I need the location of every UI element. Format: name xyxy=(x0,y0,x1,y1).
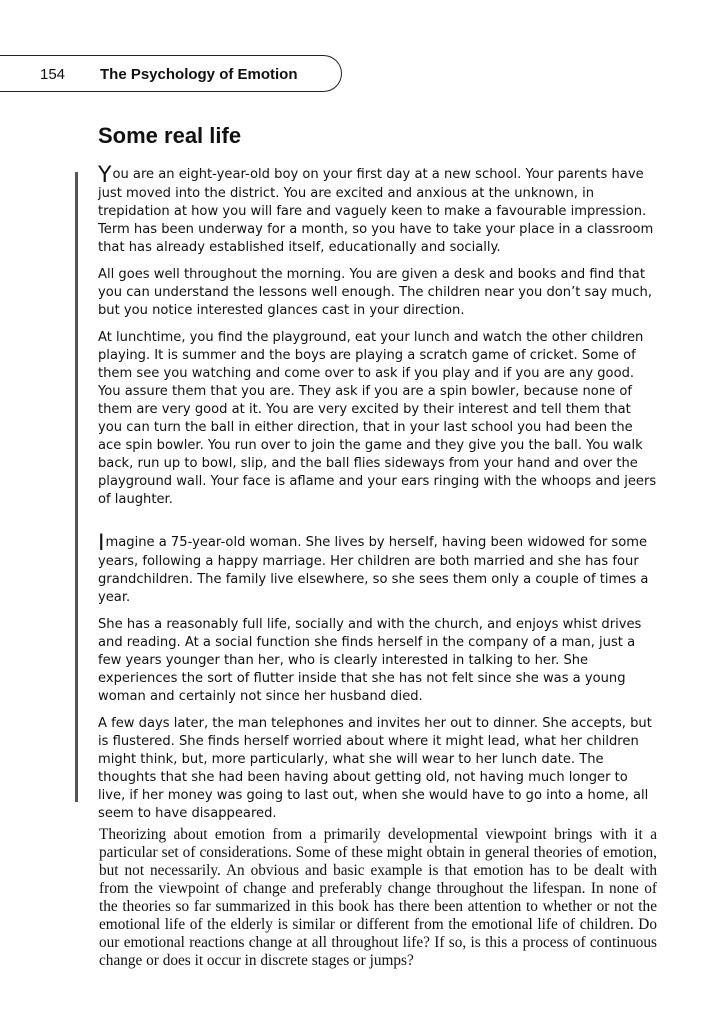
story2-paragraph-3: A few days later, the man telephones and invites her out to dinner. She accepts, but is flustered. She finds herself worried about where it might lead, what her children might think, but, more particularly, what she will wear to her lunch date. The thoughts that she had been having about getting old, not having much longer to live, if her money was going to last out, when she would have to go into a home, all seem to have disappeared. xyxy=(98,716,652,821)
story2-dropcap: I xyxy=(98,531,105,556)
page-number: 154 xyxy=(40,66,66,83)
story1-paragraph-3: At lunchtime, you find the playground, eat your lunch and watch the other children playing. It is summer and the boys are playing a scratch game of cricket. Some of them see you watching and come over to ask if you play and if you are any good. You assure them that you are. They ask if you are a spin bowler, because none of them are very good at it. You are very excited by their interest and tell them that you can turn the ball in either direction, that in your last school you had been the ace spin bowler. You run over to join the game and they give you the ball. You walk back, run up to bowl, slip, and the ball flies sideways from your hand and over the playground wall. Your face is aflame and your ears ringing with the whoops and jeers of laughter. xyxy=(98,330,657,507)
running-title: The Psychology of Emotion xyxy=(100,66,298,83)
case-study-box xyxy=(98,163,658,832)
story1-paragraph-1-text: ou are an eight-year-old boy on your first day at a new school. Your parents have just moved into the district. You are excited and anxious at the unknown, in trepidation at how you will fare and vaguely keen to make a favourable impression. Term has been underway for a month, so you have to take your place in a classroom that has already established itself, educationally and socially. xyxy=(98,167,654,255)
story2-paragraph-1-text: magine a 75-year-old woman. She lives by herself, having been widowed for some years, following a happy marriage. Her children are both married and she has four grandchildren. The family live elsewhere, so she sees them only a couple of times a year. xyxy=(98,535,649,605)
story1-dropcap: Y xyxy=(98,163,112,188)
story1-paragraph-2: All goes well throughout the morning. You are given a desk and books and find that you can understand the lessons well enough. The children near you don’t say much, but you notice interested glances cast in your direction. xyxy=(98,267,652,318)
story1-paragraph-1 xyxy=(98,163,658,257)
body-paragraph: Theorizing about emotion from a primarily developmental viewpoint brings with it a particular set of considerations. Some of these might obtain in general theories of emotion, but not necessarily. An obvious and basic example is that emotion has to be dealt with from the viewpoint of change and preferably change throughout the lifespan. In none of the theories so far summarized in this book has there been attention to whether or not the emotional life of the elderly is similar or different from the emotional life of children. Do our emotional reactions change at all throughout life? If so, is this a process of continuous change or does it occur in discrete stages or jumps? xyxy=(99,826,657,969)
box-side-rule xyxy=(75,172,78,802)
section-title: Some real life xyxy=(98,123,242,148)
story2-paragraph-1 xyxy=(98,531,658,607)
story2-paragraph-2: She has a reasonably full life, socially and with the church, and enjoys whist drives and reading. At a social function she finds herself in the company of a man, just a few years younger than her, who is clearly interested in talking to her. She experiences the sort of flutter inside that she has not felt since she was a young woman and certainly not since her husband died. xyxy=(98,617,642,704)
